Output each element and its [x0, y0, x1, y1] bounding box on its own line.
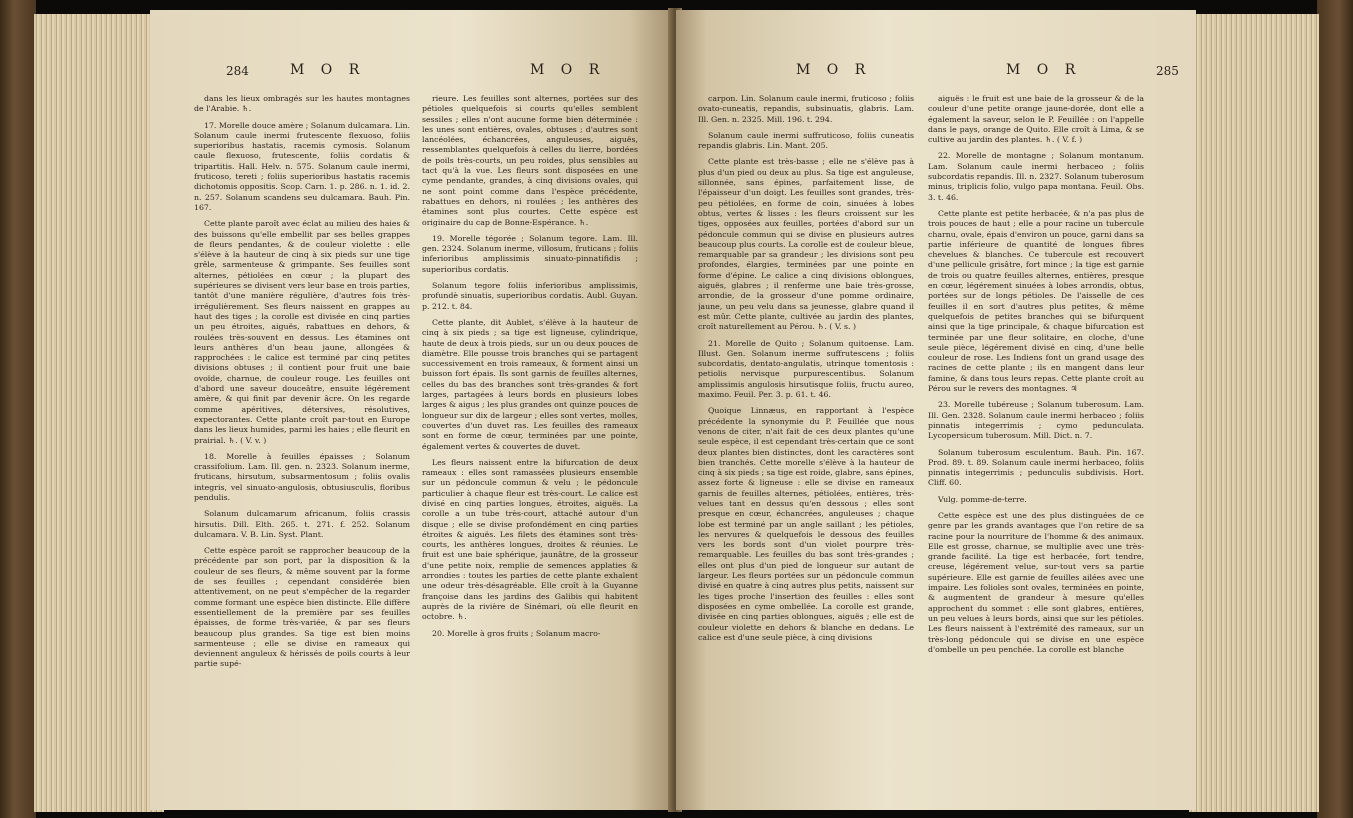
page-number-right: 285 [1156, 64, 1179, 78]
paragraph: Cette plante est très-basse ; elle ne s'élève pas à plus d'un pied ou deux au plus. Sa tige est anguleuse, sillonnée, sans épines, parfaitement lisse, de l'épaisseur d'un doigt. Les feuilles sont grandes, très-peu pétiolées, en forme de coin, sinuées à lobes obtus, vertes & lisses : les fleurs croissent sur les tiges, opposées aux feuilles, portées d'abord sur un pédoncule commun qui se divise en plusieurs autres beaucoup plus courts. La corolle est de couleur bleue, remarquable par sa grandeur ; les divisions sont peu profondes, élargies, terminées par une pointe en forme d'épine. Le calice a cinq divisions oblongues, aiguës, glabres ; il renferme une baie très-grosse, arrondie, de la grosseur d'une pomme ordinaire, jaune, un peu velu dans sa jeunesse, glabre quand il est mûr. Cette plante, cultivée au jardin des plantes, croît naturellement au Pérou. ♄. ( V. s. ) [698, 157, 914, 332]
left-page [150, 10, 670, 810]
paragraph: Les fleurs naissent entre la bifurcation de deux rameaux : elles sont ramassées plusieurs ensemble sur un pédoncule commun & velu ; le pédoncule particulier à chaque fleur est très-court. Le calice est divisé en cinq parties longues, étroites, aiguës. La corolle a un tube très-court, attaché autour d'un disque ; elle se divise profondément en cinq parties étroites & aiguës. Les filets des étamines sont très-courts, les anthères longues, droites & réunies. Le fruit est une baie sphérique, jaunâtre, de la grosseur d'une petite noix, remplie de semences applaties & arrondies : toutes les parties de cette plante exhalent une odeur très-désagréable. Elle croît à la Guyanne françoise dans les jardins des Galibis qui habitent auprès de la rivière de Sinémari, où elle fleurit en octobre. ♄. [422, 457, 638, 622]
right-page-column-2 [928, 94, 1144, 794]
right-page-column-1 [698, 94, 914, 794]
running-header-left-col1: M O R [290, 62, 366, 78]
page-number-left: 284 [226, 64, 249, 78]
paragraph: 19. Morelle tégorée ; Solanum tegore. Lam. Ill. gen. 2324. Solanum inerme, villosum, fruticans ; foliis inferioribus amplissimis sinuato-pinnatifidis ; superioribus cordatis. [422, 233, 638, 274]
left-cover-edge [0, 0, 36, 818]
right-page-stack [1189, 14, 1319, 812]
paragraph: Vulg. pomme-de-terre. [938, 494, 1027, 504]
right-page [676, 10, 1196, 810]
paragraph: Cette espèce est une des plus distinguées de ce genre par les grands avantages que l'on retire de sa racine pour la nourriture de l'homme & des animaux. Elle est grosse, charnue, se multiplie avec une très-grande facilité. La tige est herbacée, fort tendre, creuse, légérement velue, sur-tout vers sa partie supérieure. Elle est garnie de feuilles ailées avec une impaire. Les folioles sont ovales, terminées en pointe, & augmentent de grandeur à mesure qu'elles approchent du sommet : elle sont glabres, entières, un peu velues à leurs bords, ainsi que sur les pétioles. Les fleurs naissent à l'extrémité des rameaux, sur un très-long pédoncule qui se divise en une espèce d'ombelle un peu penchée. La corolle est blanche [928, 510, 1144, 654]
paragraph: aiguës : le fruit est une baie de la grosseur & de la couleur d'une petite orange jaune-dorée, dont elle a également la saveur, selon le P. Feuillée : on l'appelle dans le pays, orange de Quito. Elle croît à Lima, & se cultive au jardin des plantes. ♄. ( V. f. ) [928, 94, 1144, 145]
paragraph: Cette plante est petite herbacée, & n'a pas plus de trois pouces de haut ; elle a pour racine un tubercule charnu, ovale, épais d'environ un pouce, garni dans sa partie inférieure de quantité de longues fibres chevelues & blanches. Ce tubercule est recouvert d'une pellicule grisâtre, fort mince ; la tige est garnie de trois ou quatre feuilles alternes, entières, presque en cœur, légérement sinuées à lobes arrondis, obtus, portées sur de longs pétioles. De l'aisselle de ces feuilles il en sort d'autres plus petites, & même quelquefois de petites branches qui se bifurquent ainsi que la tige principale, & chaque bifurcation est terminée par une fleur solitaire, en cloche, d'une seule pièce, légérement divisé en cinq, d'une belle couleur de rose. Les Indiens font un grand usage des racines de cette plante ; ils en mangent dans leur famine, & dans tous leurs repas. Cette plante croît au Pérou sur le revers des montagnes. ♃ [928, 208, 1144, 394]
running-header-right-col1: M O R [796, 62, 872, 78]
paragraph: 23. Morelle tubéreuse ; Solanum tuberosum. Lam. Ill. Gen. 2328. Solanum caule inermi herbaceo ; foliis pinnatis integerrimis ; cymo pedunculata. Lycopersicum tuberosum. Mill. Dict. n. 7. [928, 400, 1144, 441]
paragraph: 20. Morelle à gros fruits ; Solanum macro- [432, 628, 601, 638]
left-page-column-1 [194, 94, 410, 794]
left-page-stack [34, 14, 164, 812]
running-header-right-col2: M O R [1006, 62, 1082, 78]
paragraph: carpon. Lin. Solanum caule inermi, fruticoso ; foliis ovato-cuneatis, repandis, subsinuatis, glabris. Lam. Ill. Gen. n. 2325. Mill. 196. t. 294. [698, 94, 914, 124]
paragraph: Quoique Linnæus, en rapportant à l'espèce précédente la synonymie du P. Feuillée que nous venons de citer, n'ait fait de ces deux plantes qu'une seule espèce, il est cependant très-certain que ce sont deux plantes bien distinctes, dont les caractères sont bien tranchés. Cette morelle s'élève à la hauteur de cinq à six pieds ; sa tige est roide, glabre, sans épines, assez forte & ligneuse : elle se divise en rameaux garnis de feuilles alternes, pétiolées, entières, très-velues tant en dessus qu'en dessous ; elles sont presque en cœur, échancrées, anguleuses ; chaque lobe est terminé par un angle saillant ; les pétioles, les nervures & quelquefois le dessous des feuilles vers les bords sont d'un violet pourpre très-remarquable. Les feuilles du bas sont très-grandes ; elles ont plus d'un pied de longueur sur autant de largeur. Les fleurs portées sur un pédoncule commun divisé en quatre à cinq autres plus petits, naissent sur les tiges proche l'insertion des feuilles : elles sont disposées en cyme ombellée. La corolle est grande, divisée en cinq parties oblongues, aiguës ; elle est de couleur violette en dehors & blanche en dedans. Le calice est d'une seule pièce, à cinq divisions [698, 406, 914, 642]
paragraph: Cette espèce paroît se rapprocher beaucoup de la précédente par son port, par la disposition & la couleur de ses fleurs, & même souvent par la forme de ses feuilles ; cependant considérée bien attentivement, on ne peut s'empêcher de la regarder comme formant une espèce bien distincte. Elle diffère essentiellement de la première par ses feuilles épaisses, de forme très-variée, & par ses fleurs beaucoup plus grandes. Sa tige est bien moins sarmenteuse ; elle se divise en rameaux qui deviennent anguleux & hérissés de poils courts à leur partie supé- [194, 546, 410, 669]
running-header-left-col2: M O R [530, 62, 606, 78]
paragraph: dans les lieux ombragés sur les hautes montagnes de l'Arabie. ♄. [194, 94, 410, 114]
left-page-column-2 [422, 94, 638, 794]
paragraph: 21. Morelle de Quito ; Solanum quitoense. Lam. Illust. Gen. Solanum inerme suffrutescens ; foliis subcordatis, dentato-angulatis, utrinque tomentosis : petiolis nervisque purpurescentibus. Solanum amplissimis angulosis hirsutisque foliis, fructu aureo, maximo. Feuil. Per. 3. p. 61. t. 46. [698, 338, 914, 400]
paragraph: Cette plante, dit Aublet, s'élève à la hauteur de cinq à six pieds ; sa tige est ligneuse, cylindrique, haute de deux à trois pieds, sur un ou deux pouces de diamètre. Elle pousse trois branches qui se partagent successivement en trois rameaux, & forment ainsi un buisson fort épais. Ils sont garnis de feuilles alternes, celles du bas des branches sont très-grandes & fort larges, partagées à leurs bords en plusieurs lobes larges & aigus ; les plus grandes ont quinze pouces de longueur sur dix de largeur ; elles sont vertes, molles, couvertes d'un duvet ras. Les feuilles des rameaux sont en forme de cœur, terminées par une pointe, également vertes & couvertes de duvet. [422, 317, 638, 451]
paragraph: 17. Morelle douce amère ; Solanum dulcamara. Lin. Solanum caule inermi frutescente flexuoso, foliis superioribus hastatis, racemis cymosis. Solanum caule flexuoso, frutescente, foliis cordatis & tripartitis. Hall. Helv. n. 575. Solanum caule inermi, fruticoso, tereti ; foliis superioribus hastatis racemis dichotomis oppositis. Scop. Carn. 1. p. 286. n. 1. id. 2. n. 257. Solanum scandens seu dulcamara. Bauh. Pin. 167. [194, 120, 410, 212]
paragraph: 18. Morelle à feuilles épaisses ; Solanum crassifolium. Lam. Ill. gen. n. 2323. Solanum inerme, fruticans, hirsutum, subsarmentosum ; foliis ovalis integris, vel sinuato-angulosis, obtusiusculis, floribus pendulis. [194, 451, 410, 502]
paragraph: Solanum tuberosum esculentum. Bauh. Pin. 167. Prod. 89. t. 89. Solanum caule inermi herbaceo, foliis pinnatis integerrimis ; pedunculis subdivisis. Hort. Cliff. 60. [928, 447, 1144, 488]
paragraph: rieure. Les feuilles sont alternes, portées sur des pétioles quelquefois si courts qu'elles semblent sessiles ; elles n'ont aucune forme bien déterminée : les unes sont entières, ovales, obtuses ; d'autres sont lancéolées, échancrées, anguleuses, aiguës, ressemblantes quelquefois à celles du lierre, bordées de poils très-courts, un peu roides, plus sensibles au tact qu'à la vue. Les fleurs sont disposées en une cyme pendante, grandes, à cinq divisions ovales, qui ne sont point comme dans l'espèce précédente, rabattues en dehors, ni roulées ; les anthères des étamines sont plus courtes. Cette espèce est originaire du cap de Bonne-Espérance. ♄. [422, 94, 638, 227]
paragraph: Solanum dulcamarum africanum, foliis crassis hirsutis. Dill. Elth. 265. t. 271. f. 252. Solanum dulcamara. V. B. Lin. Syst. Plant. [194, 509, 410, 539]
paragraph: Cette plante paroît avec éclat au milieu des haies & des buissons qu'elle embellit par ses belles grappes de fleurs pendantes, & de couleur violette : elle s'élève à la hauteur de cinq à six pieds sur une tige grêle, sarmenteuse & grimpante. Ses feuilles sont alternes, pétiolées en cœur ; la plupart des supérieures se divisent vers leur base en trois parties, tantôt d'une manière régulière, d'autres fois très-irrégulièrement. Ses fleurs naissent en grappes au haut des tiges ; la corolle est divisée en cinq parties un peu étroites, aiguës, rabattues en dehors, & roulées très-souvent en dessus. Les étamines ont leurs anthères d'un beau jaune, allongées & rapprochées : le calice est terminé par cinq petites divisions obtuses ; il contient pour fruit une baie ovoïde, charnue, de couleur rouge. Les feuilles ont d'abord une saveur douceâtre, ensuite légérement amère, & qui finit par devenir âcre. On les regarde comme apéritives, détersives, résolutives, expectorantes. Cette plante croît par-tout en Europe dans les lieux humides, parmi les haies ; elle fleurit en prairial. ♄. ( V. v. ) [194, 219, 410, 445]
right-cover-edge [1317, 0, 1353, 818]
paragraph: Solanum tegore foliis inferioribus amplissimis, profundè sinuatis, superioribus cordatis. Aubl. Guyan. p. 212. t. 84. [422, 281, 638, 311]
paragraph: Solanum caule inermi suffruticoso, foliis cuneatis repandis glabris. Lin. Mant. 205. [698, 130, 914, 151]
paragraph: 22. Morelle de montagne ; Solanum montanum. Lam. Solanum caule inermi herbaceo ; foliis subcordatis repandis. Ill. n. 2327. Solanum tuberosum minus, triplicis folio, vulgo papa montana. Feuil. Obs. 3. t. 46. [928, 151, 1144, 202]
